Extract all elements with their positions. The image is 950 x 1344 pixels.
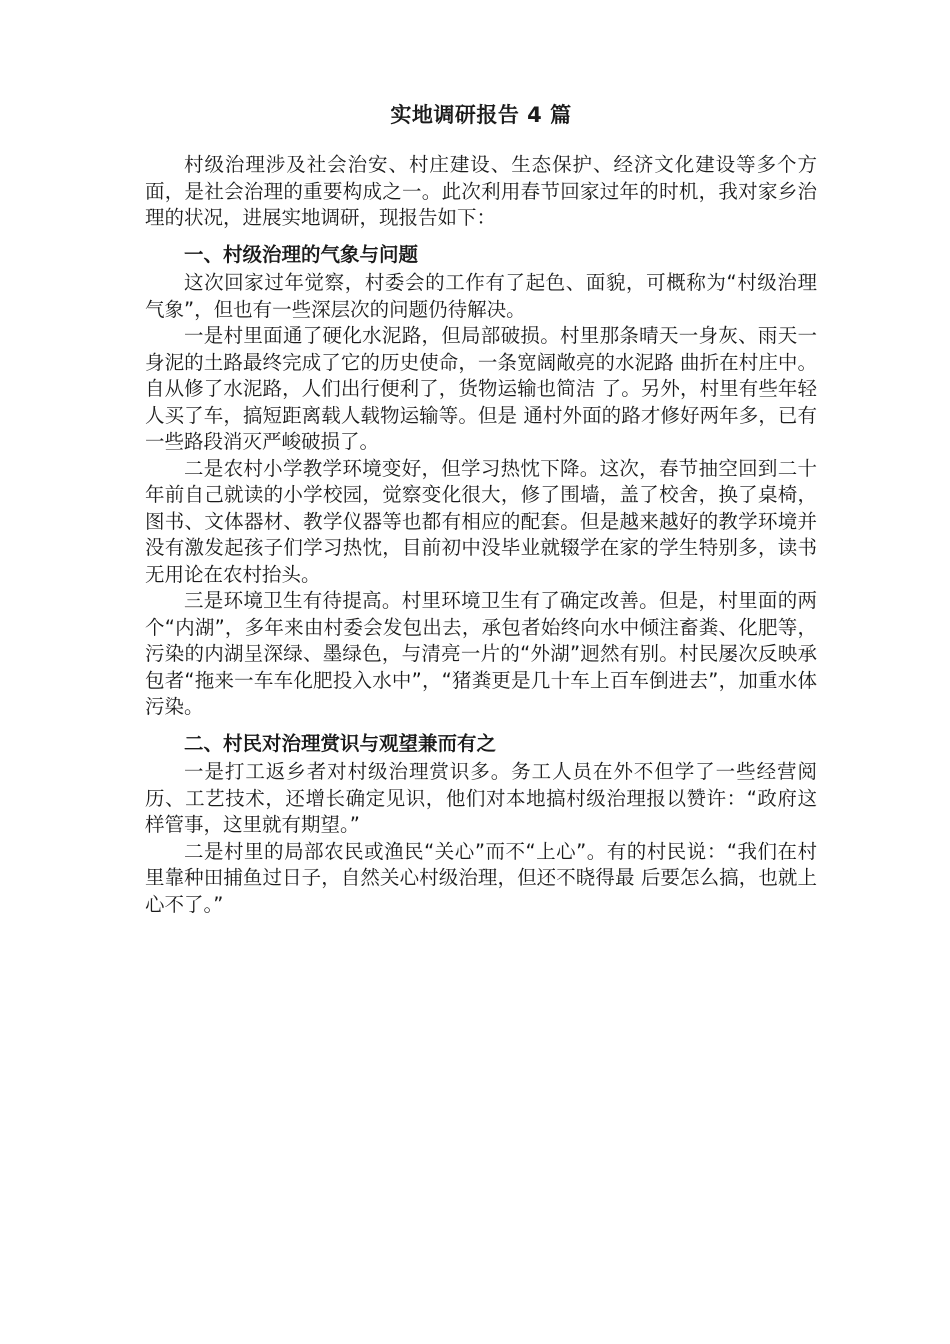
document-page — [145, 100, 817, 918]
paragraph: 二是村里的局部农民或渔民“关心”而不“上心”。有的村民说：“我们在村里靠种田捕鱼过日子，自然关心村级治理，但还不晓得最 后要怎么搞，也就上心不了。” — [145, 839, 817, 916]
paragraph: 一是村里面通了硬化水泥路，但局部破损。村里那条晴天一身灰、雨天一身泥的土路最终完成了它的历史使命，一条宽阔敞亮的水泥路 曲折在村庄中。自从修了水泥路，人们出行便利了，货物运输也简洁 了。另外，村里有些年轻人买了车，搞短距离载人载物运输等。但是 通村外面的路才修好两年多，已有一些路段消灭严峻破损了。 — [145, 324, 817, 453]
page-title: 实地调研报告 4 篇 — [390, 103, 572, 127]
paragraph: 二是农村小学教学环境变好，但学习热忱下降。这次，春节抽空回到二十年前自己就读的小学校园，觉察变化很大，修了围墙，盖了校舍，换了桌椅，图书、文体器材、教学仪器等也都有相应的配套。但是越来越好的教学环境并没有激发起孩子们学习热忱，目前初中没毕业就辍学在家的学生特别多，读书无用论在农村抬头。 — [145, 456, 817, 586]
section-heading: 二、村民对治理赏识与观望兼而有之 — [184, 731, 497, 755]
paragraph: 这次回家过年觉察，村委会的工作有了起色、面貌，可概称为“村级治理气象”，但也有一些深层次的问题仍待解决。 — [145, 271, 817, 321]
paragraph: 三是环境卫生有待提高。村里环境卫生有了确定改善。但是，村里面的两个“内湖”，多年来由村委会发包出去，承包者始终向水中倾注畜粪、化肥等，污染的内湖呈深绿、墨绿色，与清亮一片的“外湖”迥然有别。村民屡次反映承包者“拖来一车车化肥投入水中”，“猪粪更是几十车上百车倒进去”，加重水体污染。 — [145, 589, 817, 718]
section-1 — [145, 242, 817, 721]
paragraph: 一是打工返乡者对村级治理赏识多。务工人员在外不但学了一些经营阅历、工艺技术，还增长确定见识，他们对本地搞村级治理报以赞许：“政府这样管事，这里就有期望。” — [145, 760, 817, 836]
section-2 — [145, 731, 817, 919]
intro-paragraph: 村级治理涉及社会治安、村庄建设、生态保护、经济文化建设等多个方面，是社会治理的重要构成之一。此次利用春节回家过年的时机，我对家乡治理的状况，进展实地调研，现报告如下： — [145, 153, 817, 229]
section-heading: 一、村级治理的气象与问题 — [184, 242, 419, 266]
